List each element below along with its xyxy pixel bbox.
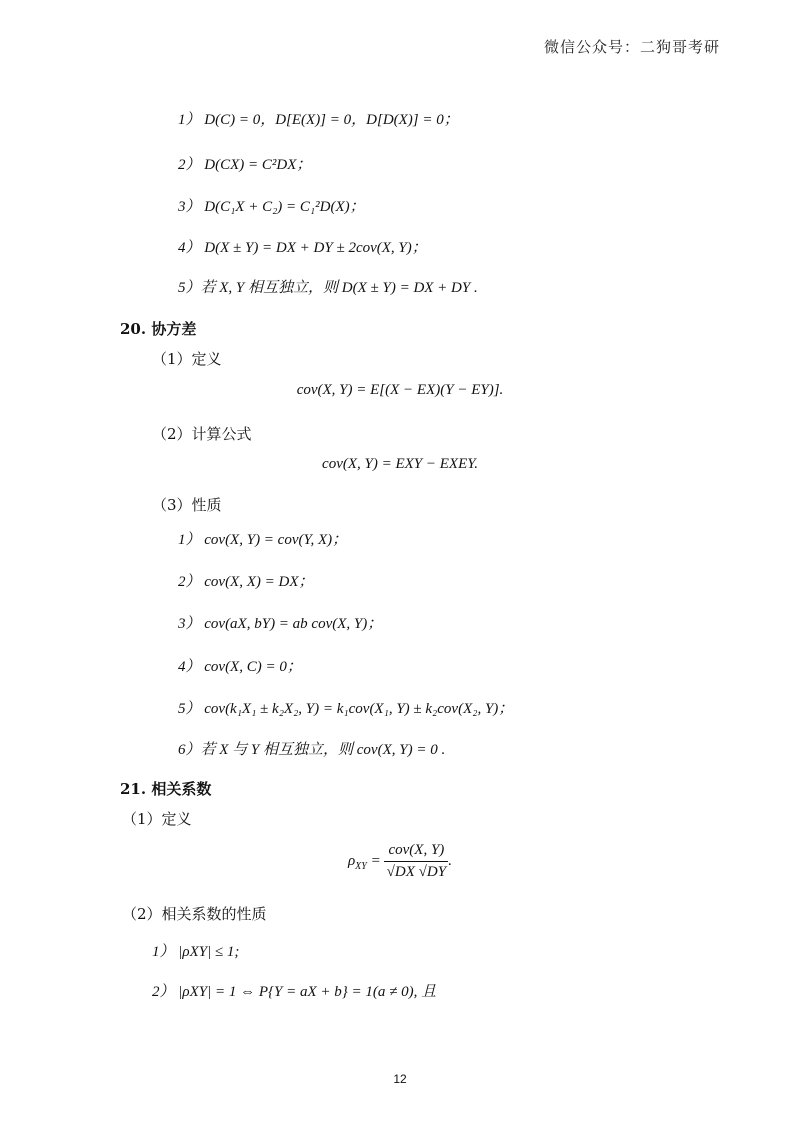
sec21-def-label: （1）定义 [122,810,192,828]
rho-denominator: √DX √DY [386,864,447,880]
section-21-title: 21. 相关系数 [120,780,212,798]
sec20-prop-label: （3）性质 [152,496,222,514]
cov-prop-3: 3） cov(aX, bY) = ab cov(X, Y)； [178,616,383,632]
cov-prop-6: 6）若 X 与 Y 相互独立，则 cov(X, Y) = 0 . [178,742,446,758]
variance-prop-1: 1） D(C) = 0，D[E(X)] = 0，D[D(X)] = 0； [178,112,459,128]
page-number: 12 [393,1072,407,1086]
variance-prop-2: 2） D(CX) = C²DX； [178,157,312,173]
sec20-def-formula: cov(X, Y) = E[(X − EX)(Y − EY)]. [296,382,504,398]
sec20-def-label: （1）定义 [152,350,222,368]
rho-prop-1: 1） |ρXY| ≤ 1; [152,944,240,960]
variance-prop-4: 4） D(X ± Y) = DX + DY ± 2cov(X, Y)； [178,240,427,256]
rho-lhs: ρ [347,852,356,869]
rho-prop-2: 2） |ρXY| = 1 ⇔ P{Y = aX + b} = 1(a ≠ 0), 且 [152,984,437,1000]
rho-period: . [448,852,453,869]
variance-prop-5: 5）若 X, Y 相互独立，则 D(X ± Y) = DX + DY . [178,280,478,296]
cov-prop-4: 4） cov(X, C) = 0； [178,659,302,675]
sec21-prop-label: （2）相关系数的性质 [122,905,267,923]
variance-prop-3: 3） D(C₁X + C₂) = C₁²D(X)； [178,199,365,215]
page-header: 微信公众号：二狗哥考研 [543,38,720,56]
rho-numerator: cov(X, Y) [384,842,448,862]
rho-equals: = [370,852,381,869]
rho-fraction [384,842,448,881]
rho-formula [0,842,800,881]
cov-prop-5: 5） cov(k₁X₁ ± k₂X₂, Y) = k₁cov(X₁, Y) ± k₂cov(X₂, Y)； [178,701,514,717]
section-20-title: 20. 协方差 [120,320,197,338]
sec20-calc-label: （2）计算公式 [152,425,252,443]
cov-prop-2: 2） cov(X, X) = DX； [178,574,314,590]
rho-subscript: XY [355,860,367,872]
cov-prop-1: 1） cov(X, Y) = cov(Y, X)； [178,532,348,548]
sec20-calc-formula: cov(X, Y) = EXY − EXEY. [322,456,478,472]
